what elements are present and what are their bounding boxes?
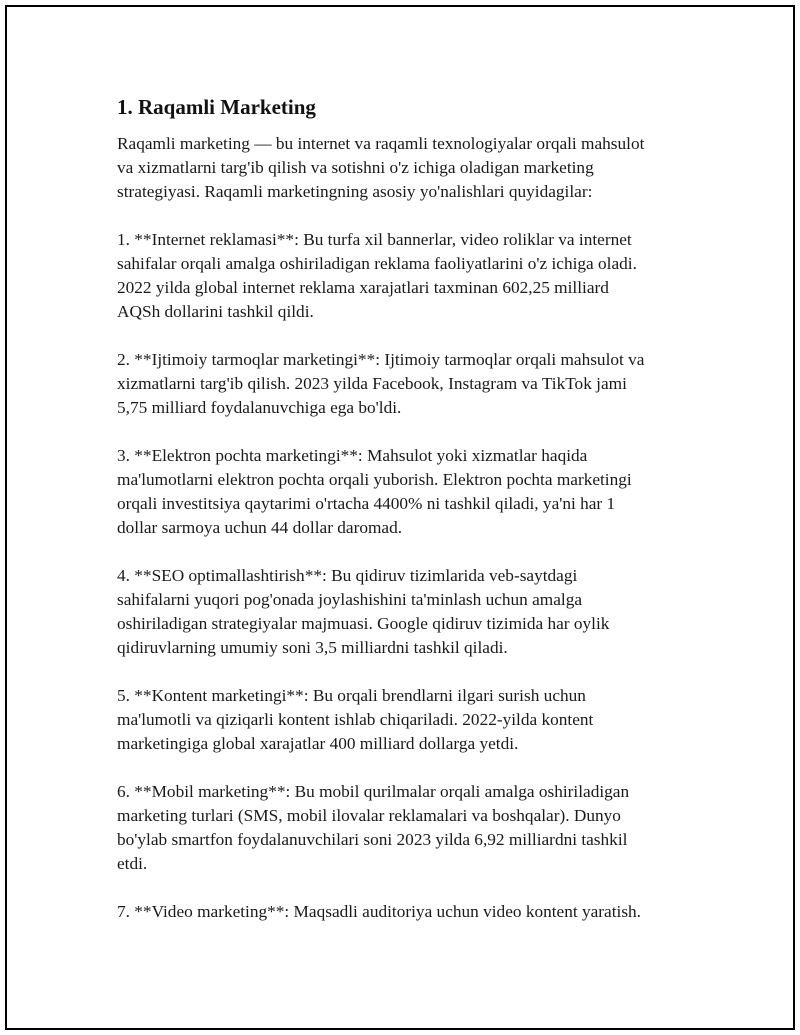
text-line: qidiruvlarning umumiy soni 3,5 milliardni tashkil qiladi. [117, 638, 508, 657]
text-line: 6. **Mobil marketing**: Bu mobil qurilmalar orqali amalga oshiriladigan [117, 782, 630, 801]
intro-paragraph [117, 132, 697, 204]
text-line: va xizmatlarni targ'ib qilish va sotishni o'z ichiga oladigan marketing [117, 158, 594, 177]
text-line: ma'lumotli va qiziqarli kontent ishlab chiqariladi. 2022-yilda kontent [117, 710, 594, 729]
paragraph-list [117, 132, 697, 924]
text-line: Raqamli marketing — bu internet va raqamli texnologiyalar orqali mahsulot [117, 134, 645, 153]
text-line: oshiriladigan strategiyalar majmuasi. Google qidiruv tizimida har oylik [117, 614, 610, 633]
text-line: sahifalar orqali amalga oshiriladigan reklama faoliyatlarini o'z ichiga oladi. [117, 254, 637, 273]
text-line: marketingiga global xarajatlar 400 milliard dollarga yetdi. [117, 734, 519, 753]
text-line: 7. **Video marketing**: Maqsadli auditoriya uchun video kontent yaratish. [117, 902, 642, 921]
list-item-paragraph [117, 444, 697, 540]
text-line: dollar sarmoya uchun 44 dollar daromad. [117, 518, 403, 537]
list-item-paragraph [117, 564, 697, 660]
text-line: 1. **Internet reklamasi**: Bu turfa xil bannerlar, video roliklar va internet [117, 230, 632, 249]
list-item-paragraph [117, 780, 697, 876]
list-item-paragraph [117, 900, 697, 924]
text-line: bo'ylab smartfon foydalanuvchilari soni 2023 yilda 6,92 milliardni tashkil [117, 830, 628, 849]
text-line: strategiyasi. Raqamli marketingning asosiy yo'nalishlari quyidagilar: [117, 182, 593, 201]
text-line: marketing turlari (SMS, mobil ilovalar reklamalari va boshqalar). Dunyo [117, 806, 621, 825]
document-body [117, 93, 697, 924]
text-line: AQSh dollarini tashkil qildi. [117, 302, 314, 321]
document-title: 1. Raqamli Marketing [117, 95, 316, 119]
text-line: 3. **Elektron pochta marketingi**: Mahsulot yoki xizmatlar haqida [117, 446, 588, 465]
text-line: sahifalarni yuqori pog'onada joylashishini ta'minlash uchun amalga [117, 590, 583, 609]
text-line: ma'lumotlarni elektron pochta orqali yuborish. Elektron pochta marketingi [117, 470, 632, 489]
text-line: orqali investitsiya qaytarimi o'rtacha 4400% ni tashkil qiladi, ya'ni har 1 [117, 494, 616, 513]
text-line: xizmatlarni targ'ib qilish. 2023 yilda Facebook, Instagram va TikTok jami [117, 374, 627, 393]
text-line: etdi. [117, 854, 148, 873]
text-line: 5. **Kontent marketingi**: Bu orqali brendlarni ilgari surish uchun [117, 686, 586, 705]
list-item-paragraph [117, 228, 697, 324]
text-line: 2022 yilda global internet reklama xarajatlari taxminan 602,25 milliard [117, 278, 609, 297]
text-line: 2. **Ijtimoiy tarmoqlar marketingi**: Ijtimoiy tarmoqlar orqali mahsulot va [117, 350, 645, 369]
list-item-paragraph [117, 348, 697, 420]
list-item-paragraph [117, 684, 697, 756]
text-line: 4. **SEO optimallashtirish**: Bu qidiruv tizimlarida veb-saytdagi [117, 566, 578, 585]
text-line: 5,75 milliard foydalanuvchiga ega bo'ldi. [117, 398, 402, 417]
